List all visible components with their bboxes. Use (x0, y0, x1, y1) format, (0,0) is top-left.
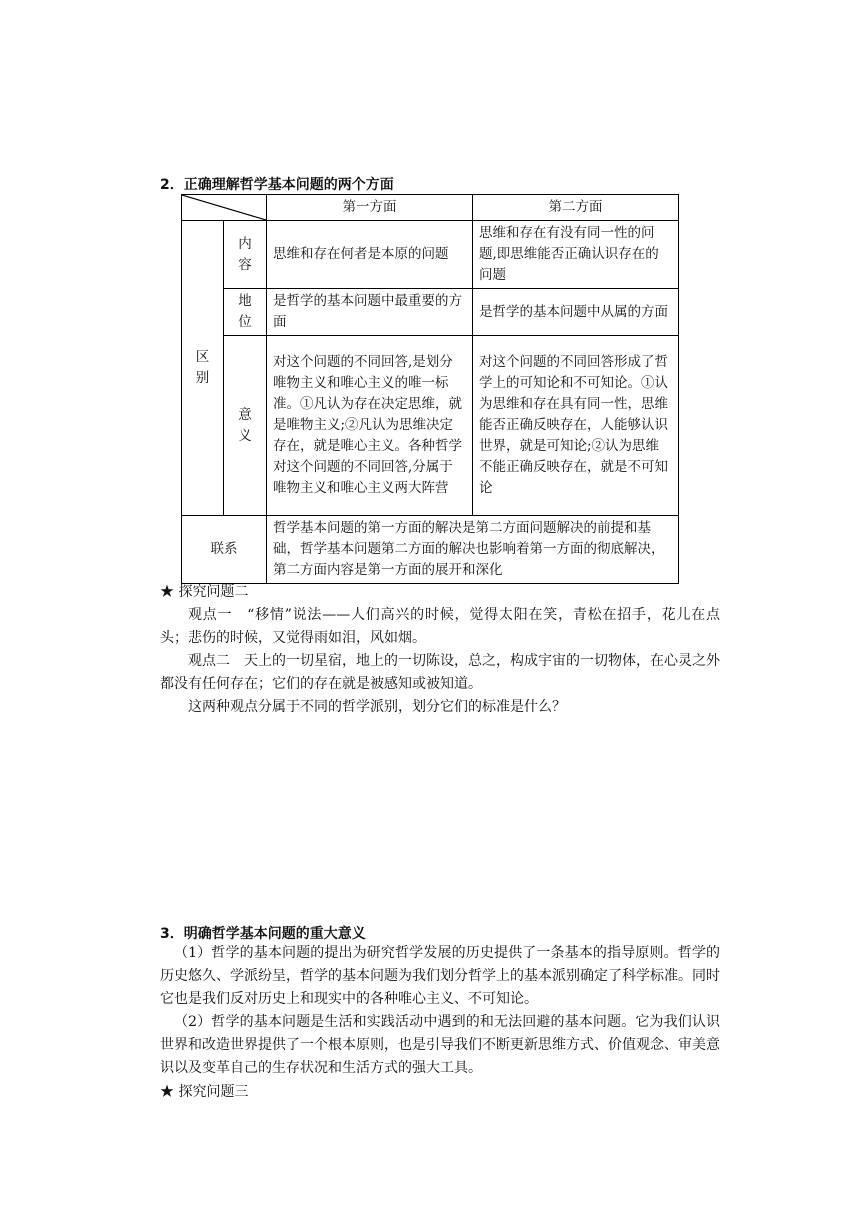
section3-heading: 3．明确哲学基本问题的重大意义 (160, 926, 366, 942)
table-corner-diagonal (182, 195, 267, 221)
cell-content-second: 思维和存在有没有同一性的问题,即思维能否正确认识存在的问题 (473, 221, 679, 289)
inquiry2-title: ★ 探究问题二 (160, 584, 249, 600)
row-label-content: 内 容 (224, 221, 267, 289)
inquiry3-title: ★ 探究问题三 (160, 1084, 249, 1100)
inquiry2-question: 这两种观点分属于不同的哲学派别，划分它们的标准是什么？ (188, 699, 566, 715)
cell-connection: 哲学基本问题的第一方面的解决是第二方面问题解决的前提和基础，哲学基本问题第二方面的解决也影响着第一方面的彻底解决，第二方面内容是第一方面的展开和深化 (267, 516, 679, 584)
cell-status-first: 是哲学的基本问题中最重要的方面 (267, 289, 473, 336)
cell-status-second: 是哲学的基本问题中从属的方面 (473, 289, 679, 336)
inquiry2-view2: 观点二 天上的一切星宿，地上的一切陈设，总之，构成宇宙的一切物体，在心灵之外都没有任何存在；它们的存在就是被感知或被知道。 (160, 653, 720, 692)
section3-para2: （2）哲学的基本问题是生活和实践活动中遇到的和无法回避的基本问题。它为我们认识世界和改造世界提供了一个根本原则，也是引导我们不断更新思维方式、价值观念、审美意识以及变革自己的生存状况和生活方式的强大工具。 (160, 1014, 720, 1076)
row-label-status: 地 位 (224, 289, 267, 336)
cell-significance-first: 对这个问题的不同回答,是划分唯物主义和唯心主义的唯一标准。①凡认为存在决定思维，就是唯物主义;②凡认为思维决定存在，就是唯心主义。各种哲学对这个问题的不同回答,分属于唯物主义和唯心主义两大阵营 (267, 336, 473, 516)
comparison-table (181, 194, 679, 584)
header-first-aspect: 第一方面 (267, 195, 473, 221)
row-label-connection: 联系 (182, 516, 267, 584)
inquiry2-view1: 观点一 “移情”说法——人们高兴的时候，觉得太阳在笑，青松在招手，花儿在点头；悲伤的时候，又觉得雨如泪，风如烟。 (160, 607, 720, 646)
header-second-aspect: 第二方面 (473, 195, 679, 221)
section2-heading: 2．正确理解哲学基本问题的两个方面 (160, 177, 394, 193)
row-label-significance: 意 义 (224, 336, 267, 516)
cell-content-first: 思维和存在何者是本原的问题 (267, 221, 473, 289)
group-label-difference: 区 别 (182, 221, 224, 516)
cell-significance-second: 对这个问题的不同回答形成了哲学上的可知论和不可知论。①认为思维和存在具有同一性，思维能否正确反映存在，人能够认识世界，就是可知论;②认为思维不能正确反映存在，就是不可知论 (473, 336, 679, 516)
section3-para1: （1）哲学的基本问题的提出为研究哲学发展的历史提供了一条基本的指导原则。哲学的历史悠久、学派纷呈，哲学的基本问题为我们划分哲学上的基本派别确定了科学标准。同时它也是我们反对历史上和现实中的各种唯心主义、不可知论。 (160, 945, 720, 1007)
